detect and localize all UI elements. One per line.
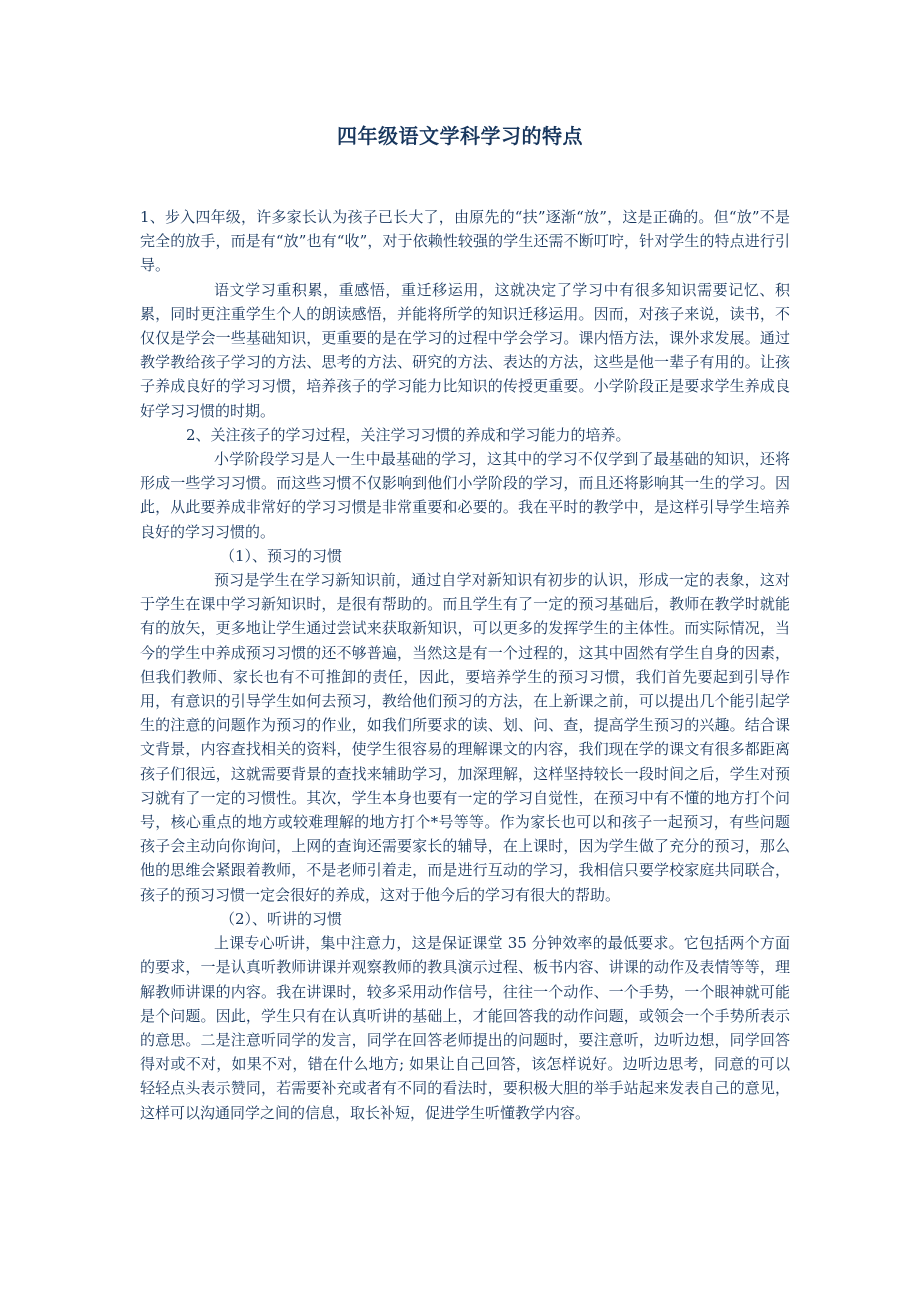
- paragraph-step-2: 2、关注孩子的学习过程，关注学习习惯的养成和学习能力的培养。: [186, 425, 631, 444]
- document-body: [140, 205, 790, 1125]
- document-title: 四年级语文学科学习的特点: [337, 124, 583, 148]
- paragraph-step-1: 1、步入四年级，许多家长认为孩子已长大了，由原先的“扶”逐渐“放”，这是正确的。但“放”不是完全的放手，而是有“放”也有“收”，对于依赖性较强的学生还需不断叮咛，针对学生的特点进行引导。: [140, 208, 790, 275]
- paragraph-chinese-learning: 语文学习重积累，重感悟，重迁移运用，这就决定了学习中有很多知识需要记忆、积累，同时更注重学生个人的朗读感悟，并能将所学的知识迁移运用。因而，对孩子来说，读书，不仅仅是学会一些基础知识，更重要的是在学习的过程中学会学习。课内悟方法，课外求发展。通过教学教给孩子学习的方法、思考的方法、研究的方法、表达的方法，这些是他一辈子有用的。让孩子养成良好的学习习惯，培养孩子的学习能力比知识的传授更重要。小学阶段正是要求学生养成良好学习习惯的时期。: [140, 280, 790, 420]
- paragraph-primary-school: 小学阶段学习是人一生中最基础的学习，这其中的学习不仅学到了最基础的知识，还将形成一些学习习惯。而这些习惯不仅影响到他们小学阶段的学习，而且还将影响其一生的学习。因此，从此要养成非常好的学习习惯是非常重要和必要的。我在平时的教学中，是这样引导学生培养良好的学习习惯的。: [140, 450, 790, 541]
- heading-listening-habit: （2）、听讲的习惯: [220, 909, 343, 928]
- paragraph-preview: 预习是学生在学习新知识前，通过自学对新知识有初步的认识，形成一定的表象，这对于学生在课中学习新知识时，是很有帮助的。而且学生有了一定的预习基础后，教师在教学时就能有的放矢，更多地让学生通过尝试来获取新知识，可以更多的发挥学生的主体性。而实际情况，当今的学生中养成预习习惯的还不够普遍，当然这是有一个过程的，这其中固然有学生自身的因素，但我们教师、家长也有不可推卸的责任，因此，要培养学生的预习习惯，我们首先要起到引导作用，有意识的引导学生如何去预习，教给他们预习的方法，在上新课之前，可以提出几个能引起学生的注意的问题作为预习的作业，如我们所要求的读、划、问、查，提高学生预习的兴趣。结合课文背景，内容查找相关的资料，使学生很容易的理解课文的内容，我们现在学的课文有很多都距离孩子们很远，这就需要背景的查找来辅助学习，加深理解，这样坚持较长一段时间之后，学生对预习就有了一定的习惯性。其次，学生本身也要有一定的学习自觉性，在预习中有不懂的地方打个问号，核心重点的地方或较难理解的地方打个*号等等。作为家长也可以和孩子一起预习，有些问题孩子会主动向你询问，上网的查询还需要家长的辅导，在上课时，因为学生做了充分的预习，那么他的思维会紧跟着教师，不是老师引着走，而是进行互动的学习，我相信只要学校家庭共同联合，孩子的预习习惯一定会很好的养成，这对于他今后的学习有很大的帮助。: [140, 571, 790, 904]
- paragraph-listening: 上课专心听讲，集中注意力，这是保证课堂 35 分钟效率的最低要求。它包括两个方面的要求，一是认真听教师讲课并观察教师的教具演示过程、板书内容、讲课的动作及表情等等，理解教师讲课的内容。我在讲课时，较多采用动作信号，往往一个动作、一个手势，一个眼神就可能是个问题。因此，学生只有在认真听讲的基础上，才能回答我的动作问题，或领会一个手势所表示的意思。二是注意听同学的发言，同学在回答老师提出的问题时，要注意听，边听边想，同学回答得对或不对，如果不对，错在什么地方; 如果让自己回答，该怎样说好。边听边思考，同意的可以轻轻点头表示赞同，若需要补充或者有不同的看法时，要积极大胆的举手站起来发表自己的意见，这样可以沟通同学之间的信息，取长补短，促进学生听懂教学内容。: [140, 934, 790, 1122]
- heading-preview-habit: （1）、预习的习惯: [220, 546, 343, 565]
